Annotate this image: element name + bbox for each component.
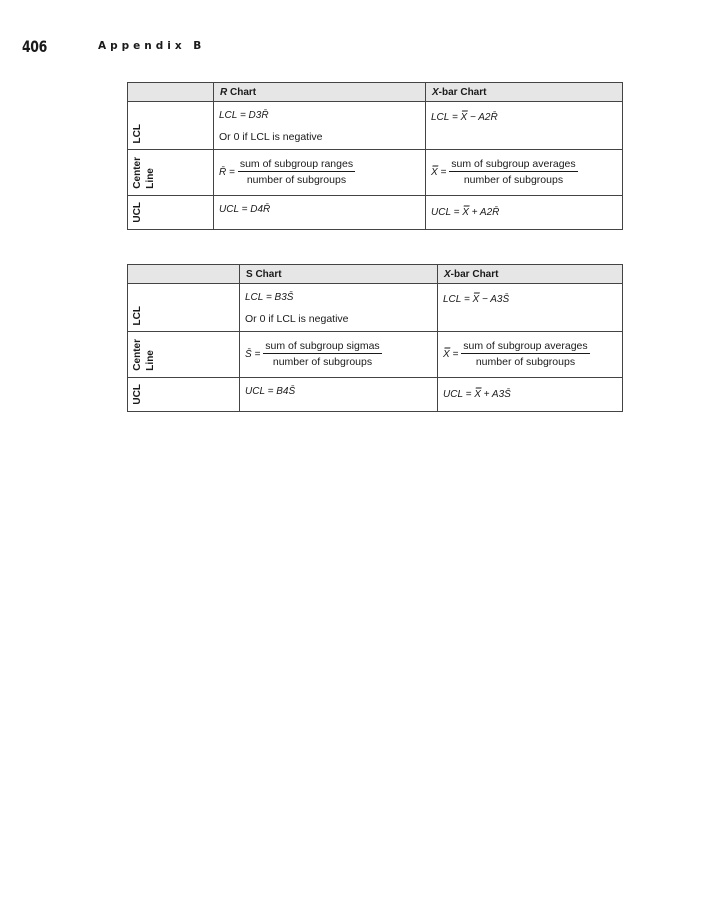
table-row (128, 150, 623, 196)
s-lcl-cell (240, 284, 438, 332)
corner-cell (128, 83, 214, 102)
xbar-lcl-cell (426, 102, 623, 150)
negative-note: Or 0 if LCL is negative (245, 313, 349, 325)
row-label-center-line: Center Line (128, 332, 240, 378)
r-lcl-equation: LCL = D3R̄ (219, 110, 269, 121)
s-ucl-cell (240, 378, 438, 412)
xbar-lcl-equation: LCL = X̿ − A2R̄ (431, 112, 498, 123)
s-center-cell (240, 332, 438, 378)
x-double-bar-formula: X̿ = $\frac{\text{sum of subgroup averages}}{\text{number of subgroups}}$ (443, 340, 588, 368)
r-lcl-cell (214, 102, 426, 150)
row-label-center-line: Center Line (128, 150, 214, 196)
xbar-ucl-cell (426, 196, 623, 230)
row-label-lcl: LCL (128, 102, 214, 150)
xbar-lcl-cell (438, 284, 623, 332)
xbar-lcl-equation: LCL = X̿ − A3S̄ (443, 294, 510, 305)
row-label-ucl: UCL (128, 378, 240, 412)
table-row (128, 378, 623, 412)
r-bar-formula: R̄ = $\frac{\text{sum of subgroup ranges}}{\text{number of subgroups}}$ (219, 158, 354, 186)
corner-cell (128, 265, 240, 284)
xbar-center-cell (438, 332, 623, 378)
table-row (128, 332, 623, 378)
column-header-xbar-chart: X-bar Chart (426, 83, 623, 102)
column-header-xbar-chart: X-bar Chart (438, 265, 623, 284)
xbar-ucl-equation: UCL = X̿ + A2R̄ (431, 207, 500, 218)
s-ucl-equation: UCL = B4S̄ (245, 386, 296, 397)
s-bar-formula: S̄ = $\frac{\text{sum of subgroup sigmas}}{\text{number of subgroups}}$ (245, 340, 380, 368)
r-ucl-cell (214, 196, 426, 230)
s-chart-table (127, 264, 623, 412)
r-center-cell (214, 150, 426, 196)
negative-note: Or 0 if LCL is negative (219, 131, 323, 143)
row-label-ucl: UCL (128, 196, 214, 230)
xbar-center-cell (426, 150, 623, 196)
r-chart-table (127, 82, 623, 230)
x-double-bar-formula: X̿ = $\frac{\text{sum of subgroup averages}}{\text{number of subgroups}}$ (431, 158, 576, 186)
column-header-s-chart: S Chart (240, 265, 438, 284)
table-header-row (128, 83, 623, 102)
row-label-lcl: LCL (128, 284, 240, 332)
xbar-ucl-cell (438, 378, 623, 412)
table-row (128, 196, 623, 230)
xbar-ucl-equation: UCL = X̿ + A3S̄ (443, 389, 511, 400)
table-header-row (128, 265, 623, 284)
s-lcl-equation: LCL = B3S̄ (245, 292, 294, 303)
section-title: Appendix B (98, 40, 206, 52)
page-number: 406 (22, 37, 47, 56)
r-ucl-equation: UCL = D4R̄ (219, 204, 271, 215)
table-row (128, 284, 623, 332)
table-row (128, 102, 623, 150)
column-header-r-chart: R Chart (214, 83, 426, 102)
